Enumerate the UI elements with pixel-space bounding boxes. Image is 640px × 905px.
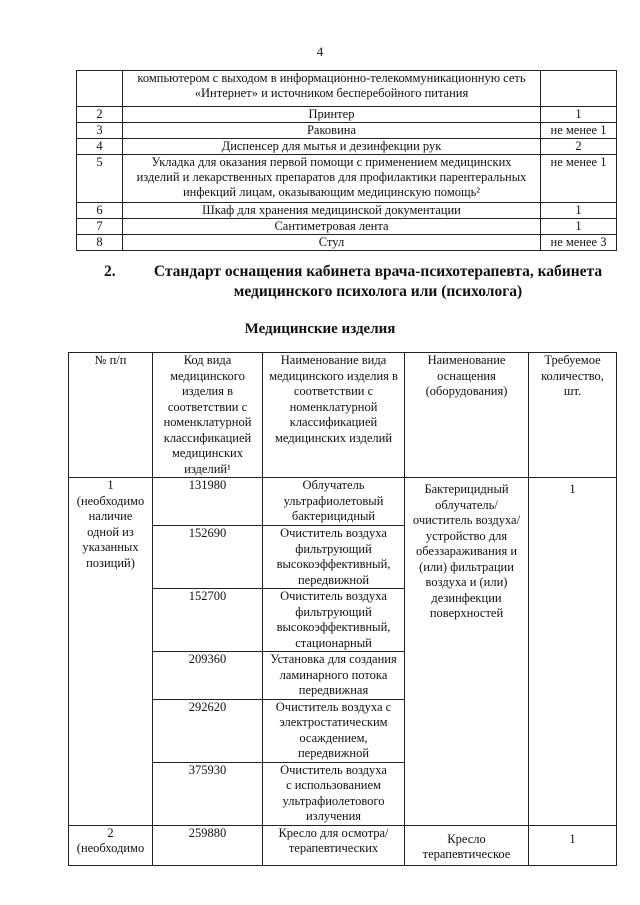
device-name: Кресло для осмотра/ терапевтических (263, 825, 405, 865)
table-row (77, 235, 617, 251)
device-code: 375930 (153, 762, 263, 825)
row-number (77, 71, 123, 107)
section-title-line: медицинского психолога или (психолога) (233, 283, 523, 300)
device-code: 209360 (153, 652, 263, 700)
item-name: Шкаф для хранения медицинской документации (123, 203, 541, 219)
group-number: 1 (необходимо наличие одной из указанных позиций) (69, 478, 153, 826)
item-quantity: 1 (541, 107, 617, 123)
device-name: Облучатель ультрафиолетовый бактерицидный (263, 478, 405, 526)
equipment-table-continued (76, 70, 617, 251)
item-name: Стул (123, 235, 541, 251)
row-number: 8 (77, 235, 123, 251)
table-row (77, 219, 617, 235)
table-row (77, 203, 617, 219)
item-quantity: не менее 3 (541, 235, 617, 251)
item-name: Укладка для оказания первой помощи с применением медицинских изделий и лекарственных препаратов для профилактики парентеральных инфекций лицам, оказывающим медицинскую помощь² (123, 155, 541, 203)
device-name: Очиститель воздуха фильтрующий высокоэффективный, стационарный (263, 589, 405, 652)
header-name: Наименование вида медицинского изделия в соответствии с номенклатурной классификацией медицинских изделий (263, 353, 405, 478)
table-row (77, 139, 617, 155)
equipment-name: Кресло терапевтическое (405, 825, 529, 865)
table-row (77, 155, 617, 203)
section-number: 2. (104, 263, 116, 280)
section-heading (104, 262, 604, 302)
item-quantity: 1 (541, 219, 617, 235)
header-code: Код вида медицинского изделия в соответствии с номенклатурной классификацией медицинских изделий¹ (153, 353, 263, 478)
item-quantity: 1 (541, 203, 617, 219)
device-name: Очиститель воздуха фильтрующий высокоэффективный, передвижной (263, 526, 405, 589)
device-code: 292620 (153, 699, 263, 762)
header-num: № п/п (69, 353, 153, 478)
page-number: 4 (316, 44, 324, 59)
item-name: компьютером с выходом в информационно-телекоммуникационную сеть «Интернет» и источником бесперебойного питания (123, 71, 541, 107)
row-number: 6 (77, 203, 123, 219)
device-name: Очиститель воздуха с использованием ультрафиолетового излучения (263, 762, 405, 825)
table-row (77, 71, 617, 107)
device-code: 152700 (153, 589, 263, 652)
section-title-line: Стандарт оснащения кабинета врача-психотерапевта, кабинета (153, 263, 603, 280)
row-number: 3 (77, 123, 123, 139)
device-name: Очиститель воздуха с электростатическим осаждением, передвижной (263, 699, 405, 762)
row-number: 4 (77, 139, 123, 155)
medical-devices-table (68, 352, 617, 866)
item-quantity: не менее 1 (541, 123, 617, 139)
item-name: Принтер (123, 107, 541, 123)
device-code: 131980 (153, 478, 263, 526)
row-number: 5 (77, 155, 123, 203)
table-row (69, 825, 617, 865)
table-header-row (69, 353, 617, 478)
item-quantity: не менее 1 (541, 155, 617, 203)
header-quantity: Требуемое количество, шт. (529, 353, 617, 478)
table-row (77, 123, 617, 139)
item-name: Диспенсер для мытья и дезинфекции рук (123, 139, 541, 155)
device-name: Установка для создания ламинарного потока передвижная (263, 652, 405, 700)
table-row (69, 478, 617, 526)
device-code: 152690 (153, 526, 263, 589)
device-code: 259880 (153, 825, 263, 865)
row-number: 7 (77, 219, 123, 235)
table-row (77, 107, 617, 123)
item-quantity: 2 (541, 139, 617, 155)
item-name: Сантиметровая лента (123, 219, 541, 235)
group-number: 2 (необходимо (69, 825, 153, 865)
subtitle: Медицинские изделия (244, 321, 396, 337)
equipment-name: Бактерицидный облучатель/ очиститель воздуха/ устройство для обеззараживания и (или) фильтрации воздуха и (или) дезинфекции поверхностей (405, 478, 529, 826)
item-name: Раковина (123, 123, 541, 139)
required-quantity: 1 (529, 825, 617, 865)
required-quantity: 1 (529, 478, 617, 826)
row-number: 2 (77, 107, 123, 123)
header-equipment: Наименование оснащения (оборудования) (405, 353, 529, 478)
item-quantity (541, 71, 617, 107)
